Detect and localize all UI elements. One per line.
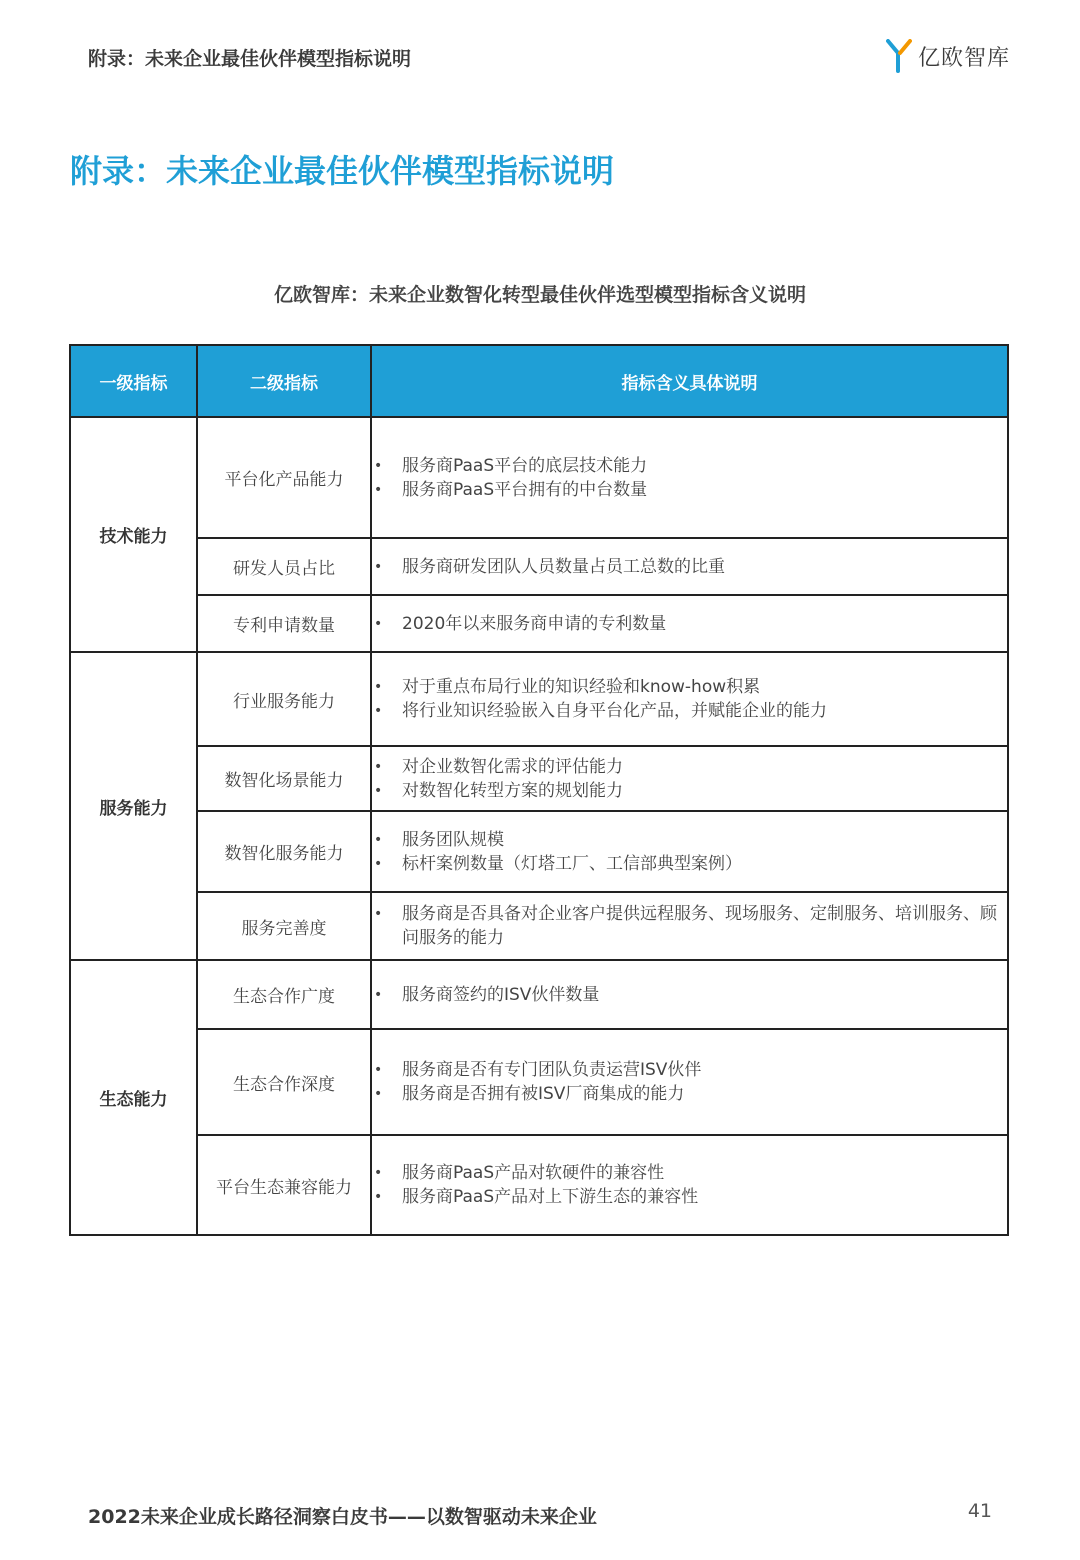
page-title: 附录：未来企业最佳伙伴模型指标说明 [70,152,615,190]
bullet-list [372,555,1007,579]
description-cell [371,652,1008,746]
level2-cell: 生态合作广度 [197,960,371,1029]
description-cell [371,960,1008,1029]
description-cell [371,746,1008,811]
table-row [70,746,1008,811]
level1-cell: 服务能力 [70,652,197,960]
bullet-list [372,675,1007,723]
table-row [70,538,1008,595]
header-description: 指标含义具体说明 [371,345,1008,417]
table-row [70,1029,1008,1135]
logo-text: 亿欧智库 [918,45,1011,71]
level2-cell: 服务完善度 [197,892,371,960]
description-cell [371,811,1008,892]
bullet-item: • 服务商研发团队人员数量占员工总数的比重 [372,555,1007,579]
bullet-item: • 服务商是否拥有被ISV厂商集成的能力 [372,1082,1007,1106]
table-header-row [70,345,1008,417]
header-level2: 二级指标 [197,345,371,417]
description-cell [371,595,1008,652]
description-cell [371,417,1008,538]
level2-cell: 平台化产品能力 [197,417,371,538]
bullet-list [372,983,1007,1007]
table-row [70,1135,1008,1235]
description-cell [371,1135,1008,1235]
description-cell [371,1029,1008,1135]
page-number: 41 [967,1500,992,1522]
level2-cell: 数智化场景能力 [197,746,371,811]
table-row [70,417,1008,538]
table-row [70,892,1008,960]
logo-mark-icon [886,39,912,73]
level2-cell: 专利申请数量 [197,595,371,652]
bullet-item: • 服务团队规模 [372,828,1007,852]
level2-cell: 研发人员占比 [197,538,371,595]
bullet-item: • 2020年以来服务商申请的专利数量 [372,612,1007,636]
table-row [70,811,1008,892]
bullet-item: • 服务商PaaS平台拥有的中台数量 [372,478,1007,502]
bullet-list [372,612,1007,636]
footer-title: 2022未来企业成长路径洞察白皮书——以数智驱动未来企业 [88,1506,597,1528]
bullet-item: • 对于重点布局行业的知识经验和know-how积累 [372,675,1007,699]
table-caption: 亿欧智库：未来企业数智化转型最佳伙伴选型模型指标含义说明 [273,284,806,306]
bullet-item: • 将行业知识经验嵌入自身平台化产品，并赋能企业的能力 [372,699,1007,723]
table-row [70,960,1008,1029]
level2-cell: 生态合作深度 [197,1029,371,1135]
bullet-item: • 对数智化转型方案的规划能力 [372,779,1007,803]
bullet-item: • 服务商PaaS平台的底层技术能力 [372,454,1007,478]
level2-cell: 数智化服务能力 [197,811,371,892]
bullet-item: • 对企业数智化需求的评估能力 [372,755,1007,779]
description-cell [371,892,1008,960]
level2-cell: 行业服务能力 [197,652,371,746]
bullet-item: • 服务商签约的ISV伙伴数量 [372,983,1007,1007]
description-cell [371,538,1008,595]
table-row [70,652,1008,746]
bullet-list [372,454,1007,502]
table-row [70,595,1008,652]
indicator-table [69,344,1009,1236]
bullet-list [372,902,1007,950]
bullet-list [372,828,1007,876]
yiou-logo [886,36,1010,76]
bullet-item: • 服务商是否有专门团队负责运营ISV伙伴 [372,1058,1007,1082]
bullet-item: • 服务商PaaS产品对软硬件的兼容性 [372,1161,1007,1185]
header-level1: 一级指标 [70,345,197,417]
bullet-list [372,1058,1007,1106]
bullet-item: • 服务商是否具备对企业客户提供远程服务、现场服务、定制服务、培训服务、顾问服务的能力 [372,902,1007,950]
bullet-list [372,1161,1007,1209]
level1-cell: 技术能力 [70,417,197,652]
bullet-item: • 服务商PaaS产品对上下游生态的兼容性 [372,1185,1007,1209]
running-header: 附录：未来企业最佳伙伴模型指标说明 [88,48,412,70]
level2-cell: 平台生态兼容能力 [197,1135,371,1235]
bullet-item: • 标杆案例数量（灯塔工厂、工信部典型案例） [372,852,1007,876]
level1-cell: 生态能力 [70,960,197,1235]
bullet-list [372,755,1007,803]
